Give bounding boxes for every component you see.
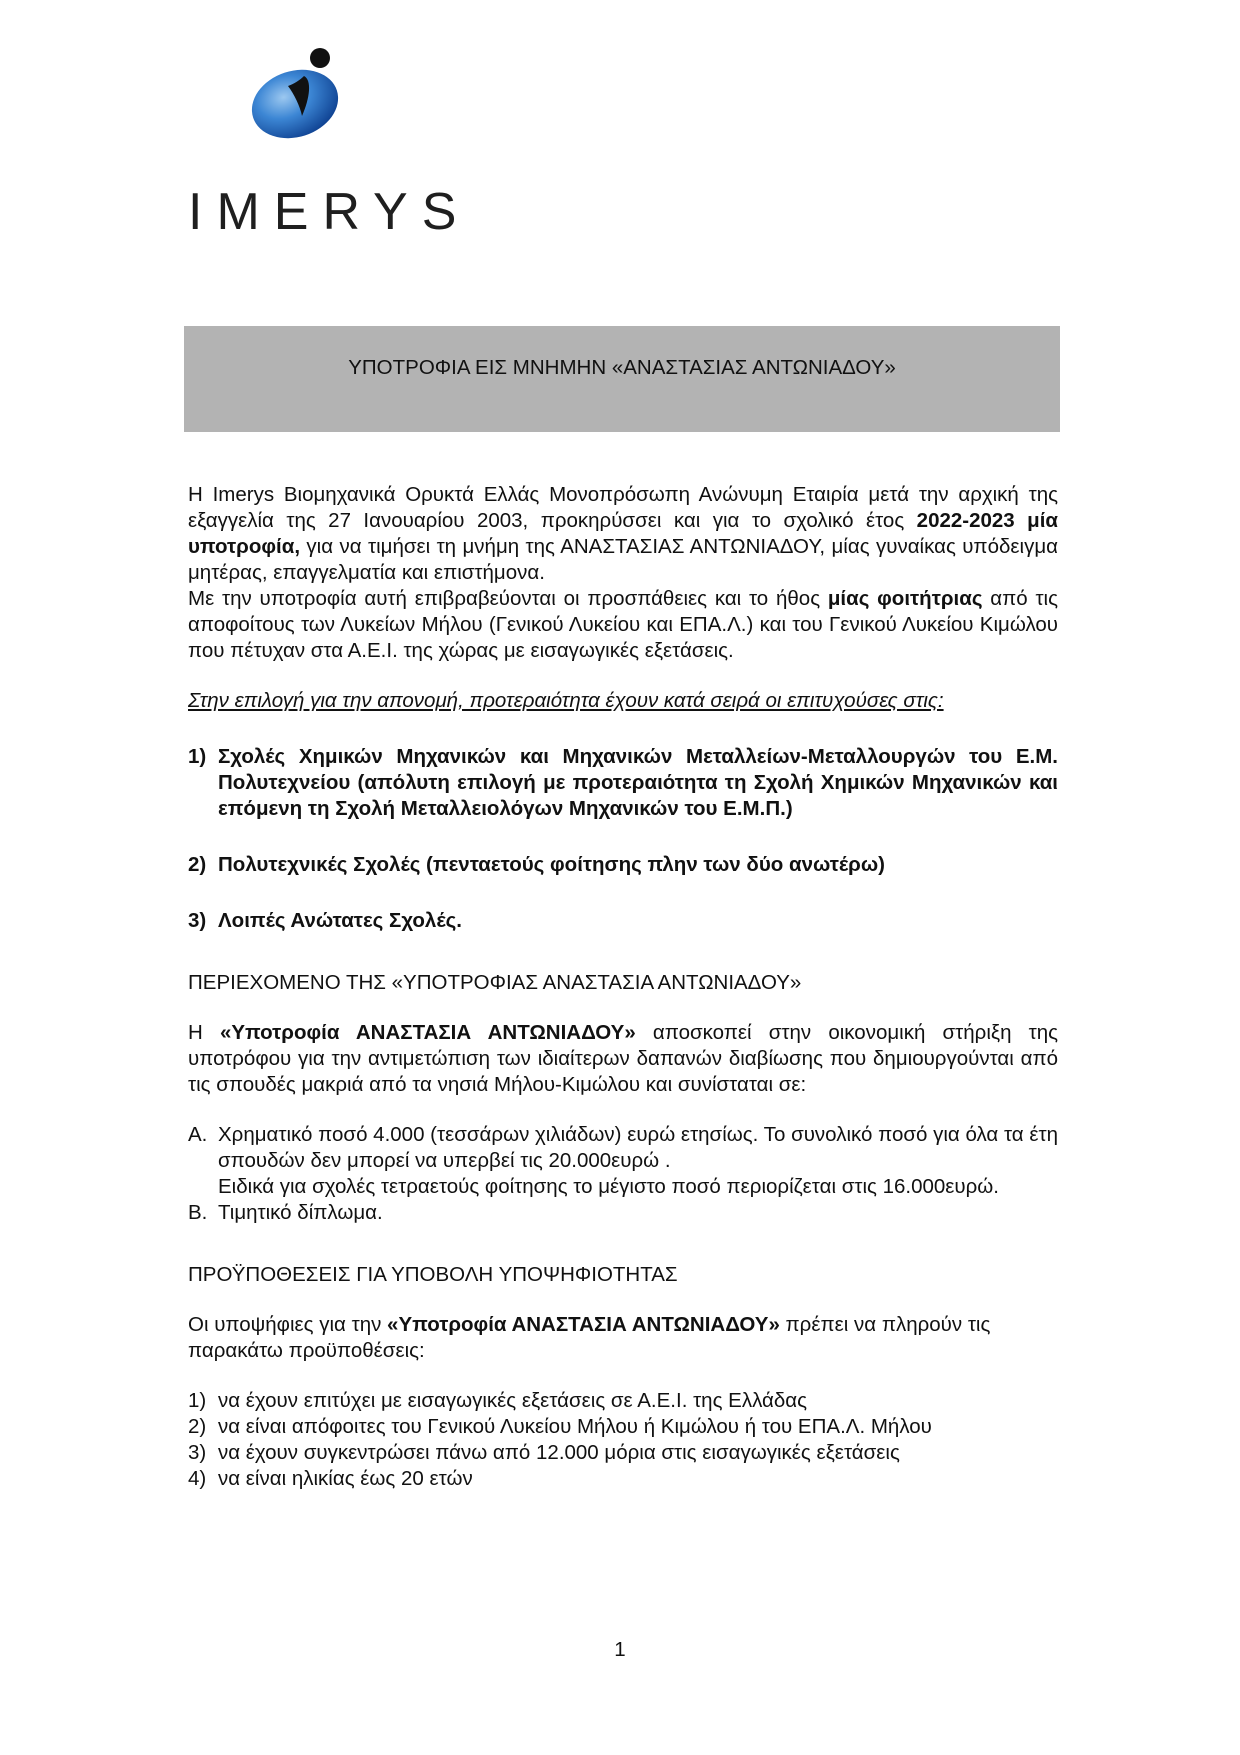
requirement-item <box>188 1466 1058 1492</box>
section-text: αποσκοπεί στην οικονομική στήριξη της υποτρόφου για την αντιμετώπιση των ιδιαίτερων δαπανών διαβίωσης που δημιουργούνται από τις σπουδές μακριά από τα νησιά Μήλου-Κιμώλου και συνίσταται σε: <box>188 1021 1059 1096</box>
section-bold-text: «Υποτροφία ΑΝΑΣΤΑΣΙΑ ΑΝΤΩΝΙΑΔΟΥ» <box>387 1313 780 1336</box>
item-text: Λοιπές Ανώτατες Σχολές. <box>218 909 462 932</box>
section-text: Οι υποψήφιες για την <box>188 1313 388 1336</box>
item-text: να είναι ηλικίας έως 20 ετών <box>218 1467 473 1490</box>
item-number: 3) <box>188 1441 207 1464</box>
requirement-item <box>188 1440 1058 1466</box>
benefits-list <box>188 1122 1058 1226</box>
item-number: 1) <box>188 1389 207 1412</box>
intro-paragraph-2 <box>188 586 1058 664</box>
intro-text: Η Imerys Βιομηχανικά Ορυκτά Ελλάς Μονοπρόσωπη Ανώνυμη Εταιρία μετά την αρχική της εξαγγελία της 27 Ιανουαρίου 2003, προκηρύσσει και για το σχολικό έτος <box>188 483 1058 532</box>
item-extra-text: Ειδικά για σχολές τετραετούς φοίτησης το μέγιστο ποσό περιορίζεται στις 16.000ευρώ. <box>218 1175 1000 1198</box>
title-banner <box>184 326 1060 432</box>
requirement-item <box>188 1388 1058 1414</box>
requirements-heading: ΠΡΟΫΠΟΘΕΣΕΙΣ ΓΙΑ ΥΠΟΒΟΛΗ ΥΠΟΨΗΦΙΟΤΗΤΑΣ <box>188 1263 678 1286</box>
item-number: 3) <box>188 909 207 932</box>
item-text: να έχουν επιτύχει με εισαγωγικές εξετάσεις σε Α.Ε.Ι. της Ελλάδας <box>218 1389 808 1412</box>
intro-text: Με την υποτροφία αυτή επιβραβεύονται οι προσπάθειες και το ήθος <box>188 587 828 610</box>
item-text: να έχουν συγκεντρώσει πάνω από 12.000 μόρια στις εισαγωγικές εξετάσεις <box>218 1441 900 1464</box>
item-number: Β. <box>188 1201 208 1224</box>
benefit-item <box>188 1200 1058 1226</box>
intro-text: από τις αποφοίτους των Λυκείων Μήλου (Γενικού Λυκείου και ΕΠΑ.Λ.) και του Γενικού Λυκείου Κιμώλου που πέτυχαν στα Α.Ε.Ι. της χώρας με εισαγωγικές εξετάσεις. <box>188 587 1058 662</box>
logo-wordmark: IMERYS <box>188 183 471 241</box>
content-section-heading: ΠΕΡΙΕΧΟΜΕΝΟ ΤΗΣ «ΥΠΟΤΡΟΦΙΑΣ ΑΝΑΣΤΑΣΙΑ ΑΝΤΩΝΙΑΔΟΥ» <box>188 971 802 994</box>
section-bold-text: «Υποτροφία ΑΝΑΣΤΑΣΙΑ ΑΝΤΩΝΙΑΔΟΥ» <box>219 1021 636 1044</box>
priority-item <box>188 852 1058 878</box>
imerys-logo-icon <box>250 46 350 146</box>
item-number: Α. <box>188 1123 208 1146</box>
priority-item <box>188 908 1058 934</box>
item-text: Τιμητικό δίπλωμα. <box>218 1201 383 1224</box>
item-text: Σχολές Χημικών Μηχανικών και Μηχανικών Μεταλλείων-Μεταλλουργών του Ε.Μ. Πολυτεχνείου (απόλυτη επιλογή με προτεραιότητα τη Σχολή Χημικών Μηχανικών και επόμενη τη Σχολή Μεταλλειολόγων Μηχανικών του Ε.Μ.Π.) <box>218 745 1058 820</box>
benefit-item <box>188 1122 1058 1200</box>
requirement-item <box>188 1414 1058 1440</box>
section-text: Η <box>188 1021 220 1044</box>
priority-item <box>188 744 1058 822</box>
item-number: 4) <box>188 1467 207 1490</box>
intro-paragraph-1 <box>188 482 1058 586</box>
imerys-logo <box>188 46 471 241</box>
priority-list <box>188 744 1058 934</box>
item-text: να είναι απόφοιτες του Γενικού Λυκείου Μήλου ή Κιμώλου ή του ΕΠΑ.Λ. Μήλου <box>218 1415 932 1438</box>
item-number: 1) <box>188 745 207 768</box>
intro-bold-text: μίας φοιτήτριας <box>827 587 983 610</box>
intro-bold-text: 2022-2023 μία υποτροφία, <box>188 509 1058 558</box>
item-text: Χρηματικό ποσό 4.000 (τεσσάρων χιλιάδων) ευρώ ετησίως. Το συνολικό ποσό για όλα τα έτη σπουδών δεν μπορεί να υπερβεί τις 20.000ευρώ . <box>218 1123 1058 1172</box>
page-number: 1 <box>614 1638 626 1661</box>
requirements-paragraph <box>188 1312 1058 1364</box>
document-title: ΥΠΟΤΡΟΦΙΑ ΕΙΣ ΜΝΗΜΗΝ «ΑΝΑΣΤΑΣΙΑΣ ΑΝΤΩΝΙΑΔΟΥ» <box>348 356 896 379</box>
requirements-list <box>188 1388 1058 1492</box>
item-text: Πολυτεχνικές Σχολές (πενταετούς φοίτησης πλην των δύο ανωτέρω) <box>218 853 885 876</box>
priority-heading: Στην επιλογή για την απονομή, προτεραιότητα έχουν κατά σειρά οι επιτυχούσες στις: <box>188 689 944 712</box>
document-body <box>188 482 1058 1492</box>
item-number: 2) <box>188 1415 207 1438</box>
content-section-paragraph <box>188 1020 1058 1098</box>
section-text: πρέπει να πληρούν τις παρακάτω προϋποθέσεις: <box>188 1313 991 1362</box>
item-number: 2) <box>188 853 207 876</box>
intro-text: για να τιμήσει τη μνήμη της ΑΝΑΣΤΑΣΙΑΣ ΑΝΤΩΝΙΑΔΟΥ, μίας γυναίκας υπόδειγμα μητέρας, επαγγελματία και επιστήμονα. <box>188 535 1058 584</box>
